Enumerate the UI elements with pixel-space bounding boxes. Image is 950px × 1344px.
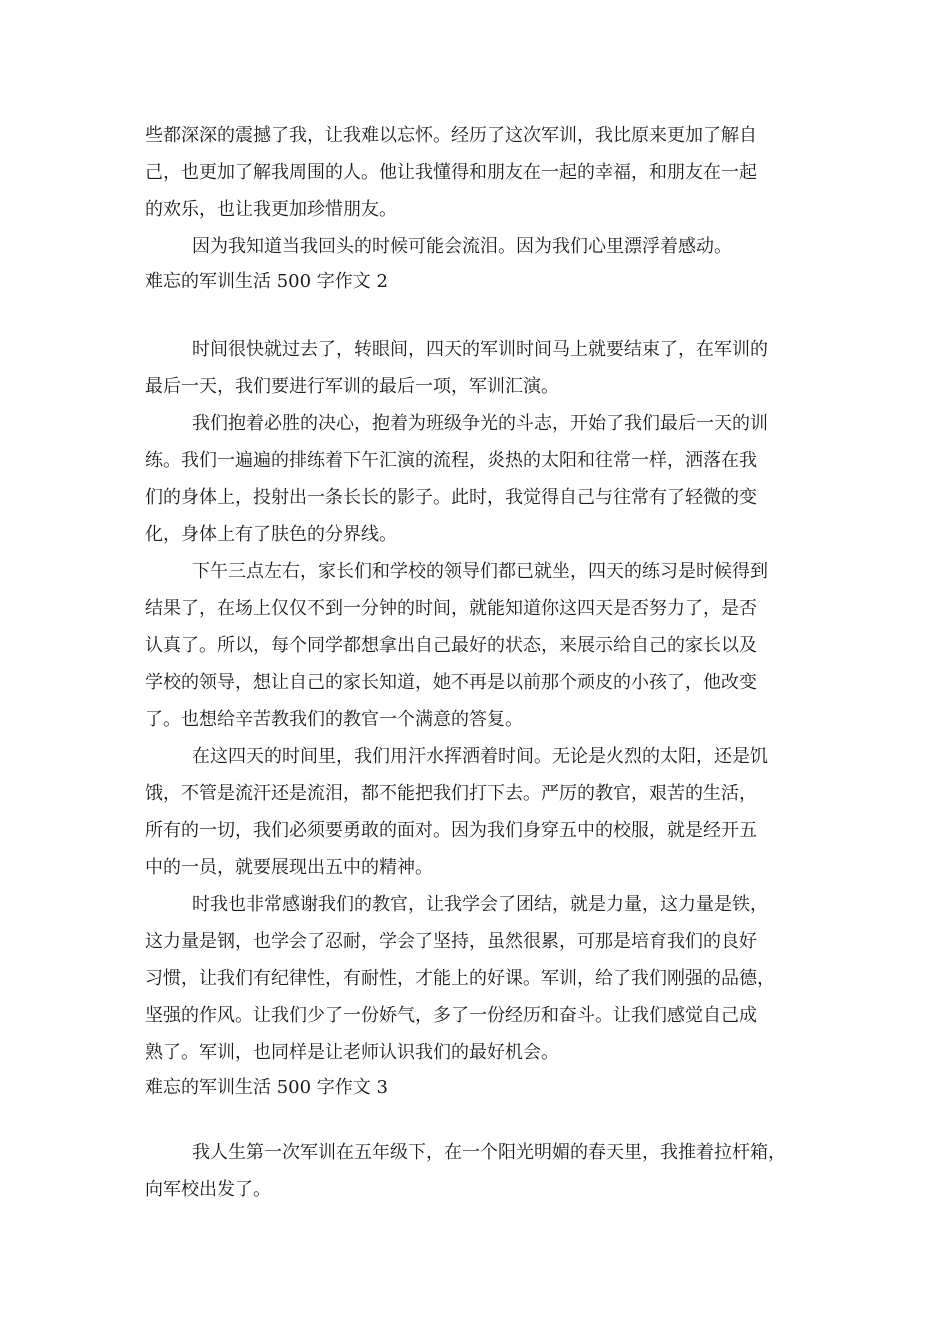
paragraph-line: 坚强的作风。让我们少了一份娇气，多了一份经历和奋斗。让我们感觉自己成 (145, 1005, 757, 1026)
paragraph-line: 饿，不管是流汗还是流泪，都不能把我们打下去。严厉的教官，艰苦的生活， (145, 783, 757, 804)
paragraph-line: 这力量是钢，也学会了忍耐，学会了坚持，虽然很累，可那是培育我们的良好 (145, 931, 757, 952)
paragraph-line: 我人生第一次军训在五年级下，在一个阳光明媚的春天里，我推着拉杆箱， (192, 1142, 786, 1163)
paragraph-line: 了。也想给辛苦教我们的教官一个满意的答复。 (145, 709, 523, 730)
paragraph-line: 们的身体上，投射出一条长长的影子。此时，我觉得自己与往常有了轻微的变 (145, 487, 757, 508)
paragraph-line: 我们抱着必胜的决心，抱着为班级争光的斗志，开始了我们最后一天的训 (192, 413, 768, 434)
paragraph-line: 学校的领导，想让自己的家长知道，她不再是以前那个顽皮的小孩了，他改变 (145, 672, 757, 693)
paragraph-line: 练。我们一遍遍的排练着下午汇演的流程，炎热的太阳和往常一样，洒落在我 (145, 450, 757, 471)
paragraph-line: 向军校出发了。 (145, 1179, 271, 1200)
paragraph-line: 化，身体上有了肤色的分界线。 (145, 524, 397, 545)
paragraph-line: 因为我知道当我回头的时候可能会流泪。因为我们心里漂浮着感动。 (192, 236, 732, 257)
paragraph-line: 熟了。军训，也同样是让老师认识我们的最好机会。 (145, 1042, 559, 1063)
paragraph-line: 中的一员，就要展现出五中的精神。 (145, 857, 433, 878)
paragraph-line: 习惯，让我们有纪律性，有耐性，才能上的好课。军训，给了我们刚强的品德， (145, 968, 775, 989)
paragraph-line: 认真了。所以，每个同学都想拿出自己最好的状态，来展示给自己的家长以及 (145, 635, 757, 656)
paragraph-line: 下午三点左右，家长们和学校的领导们都已就坐，四天的练习是时候得到 (192, 561, 768, 582)
paragraph-line: 己，也更加了解我周围的人。他让我懂得和朋友在一起的幸福，和朋友在一起 (145, 162, 757, 183)
paragraph-line: 的欢乐，也让我更加珍惜朋友。 (145, 199, 397, 220)
paragraph-line: 在这四天的时间里，我们用汗水挥洒着时间。无论是火烈的太阳，还是饥 (192, 746, 768, 767)
section-heading: 难忘的军训生活 500 字作文 3 (145, 1077, 388, 1098)
paragraph-line: 最后一天，我们要进行军训的最后一项，军训汇演。 (145, 376, 559, 397)
paragraph-line: 结果了，在场上仅仅不到一分钟的时间，就能知道你这四天是否努力了，是否 (145, 598, 757, 619)
paragraph-line: 些都深深的震撼了我，让我难以忘怀。经历了这次军训，我比原来更加了解自 (145, 125, 757, 146)
paragraph-line: 时间很快就过去了，转眼间，四天的军训时间马上就要结束了，在军训的 (192, 339, 768, 360)
section-heading: 难忘的军训生活 500 字作文 2 (145, 271, 388, 292)
paragraph-line: 所有的一切，我们必须要勇敢的面对。因为我们身穿五中的校服，就是经开五 (145, 820, 757, 841)
paragraph-line: 时我也非常感谢我们的教官，让我学会了团结，就是力量，这力量是铁， (192, 894, 768, 915)
